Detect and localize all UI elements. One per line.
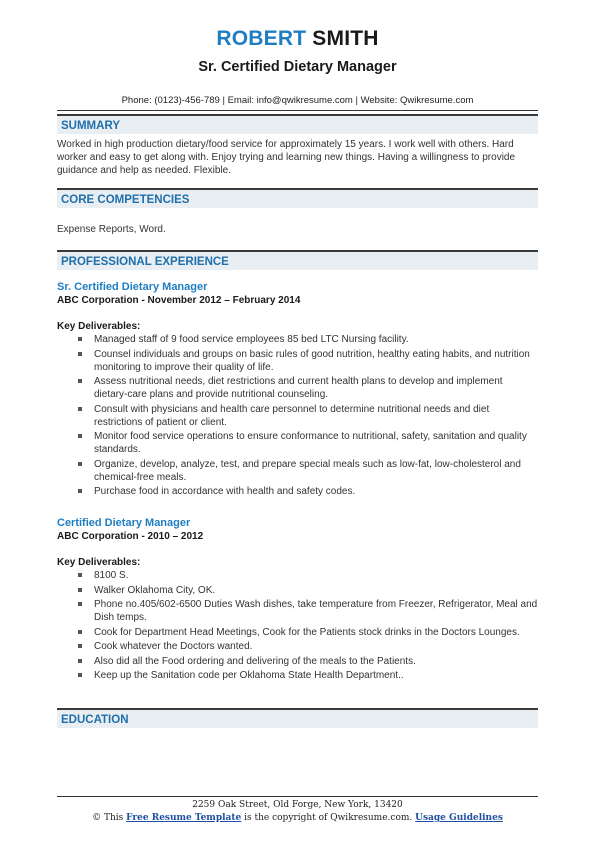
list-item: Cook whatever the Doctors wanted.	[57, 640, 538, 653]
job-title: Certified Dietary Manager	[57, 517, 191, 529]
list-item: Counsel individuals and groups on basic rules of good nutrition, healthy eating habits, and nutrition monitoring to improve their quality of life.	[57, 348, 538, 374]
footer-copyright	[0, 812, 595, 825]
deliverables-list	[57, 333, 538, 498]
section-heading: CORE COMPETENCIES	[61, 194, 190, 206]
first-name: ROBERT	[216, 27, 307, 50]
core-text: Expense Reports, Word.	[57, 224, 166, 235]
bullet-icon	[78, 489, 82, 493]
contact-line: Phone: (0123)-456-789 | Email: info@qwikresume.com | Website: Qwikresume.com	[121, 95, 474, 106]
candidate-name	[0, 26, 595, 52]
resume-header	[0, 0, 595, 107]
list-item: 8100 S.	[57, 569, 538, 582]
section-heading: PROFESSIONAL EXPERIENCE	[61, 256, 229, 268]
last-name: SMITH	[312, 27, 379, 50]
job-company-dates: ABC Corporation - November 2012 – February 2014	[57, 295, 301, 306]
bullet-icon	[78, 588, 82, 592]
section-education	[57, 708, 538, 728]
summary-text: Worked in high production dietary/food service for approximately 15 years. I work well with others. Hard worker and easy to get along with. Enjoy trying and learning new things. Having a willingness to provide guidance and help as needed. Flexible.	[57, 139, 516, 176]
section-core-competencies	[57, 188, 538, 208]
section-professional-experience	[57, 250, 538, 270]
free-resume-template-link[interactable]: Free Resume Template	[126, 813, 242, 823]
section-summary	[57, 114, 538, 134]
job-entry	[57, 516, 538, 682]
bullet-icon	[78, 659, 82, 663]
key-deliverables-label: Key Deliverables:	[57, 321, 141, 332]
job-entry	[57, 280, 538, 498]
copyright-prefix: © This	[92, 813, 124, 823]
bullet-icon	[78, 352, 82, 356]
job-title: Sr. Certified Dietary Manager	[57, 281, 208, 293]
key-deliverables-label: Key Deliverables:	[57, 557, 141, 568]
bullet-icon	[78, 379, 82, 383]
bullet-icon	[78, 434, 82, 438]
list-item: Assess nutritional needs, diet restrictions and current health plans to develop and implement dietary-care plans and provide nutritional counseling.	[57, 375, 538, 401]
list-item: Consult with physicians and health care personnel to determine nutritional needs and diet restrictions of patient or client.	[57, 403, 538, 429]
usage-guidelines-link[interactable]: Usage Guidelines	[415, 813, 503, 823]
list-item: Monitor food service operations to ensure conformance to nutritional, safety, sanitation and quality standards.	[57, 430, 538, 456]
summary-content	[57, 138, 538, 177]
deliverables-list	[57, 569, 538, 682]
list-item: Phone no.405/602-6500 Duties Wash dishes, take temperature from Freezer, Refrigerator, Meal and Dish temps.	[57, 598, 538, 624]
bullet-icon	[78, 462, 82, 466]
list-item: Also did all the Food ordering and delivering of the meals to the Patients.	[57, 655, 538, 668]
list-item: Managed staff of 9 food service employees 85 bed LTC Nursing facility.	[57, 333, 538, 346]
bullet-icon	[78, 644, 82, 648]
core-content	[57, 223, 538, 236]
footer-divider	[57, 796, 538, 797]
bullet-icon	[78, 407, 82, 411]
candidate-title: Sr. Certified Dietary Manager	[198, 59, 397, 75]
footer-address: 2259 Oak Street, Old Forge, New York, 13420	[192, 800, 403, 810]
list-item: Organize, develop, analyze, test, and prepare special meals such as low-fat, low-cholesterol and chemical-free meals.	[57, 458, 538, 484]
list-item: Purchase food in accordance with health and safety codes.	[57, 485, 538, 498]
list-item: Cook for Department Head Meetings, Cook for the Patients stock drinks in the Doctors Lounges.	[57, 626, 538, 639]
bullet-icon	[78, 602, 82, 606]
page-footer	[0, 796, 595, 825]
list-item: Walker Oklahoma City, OK.	[57, 584, 538, 597]
bullet-icon	[78, 630, 82, 634]
section-heading: SUMMARY	[61, 120, 120, 132]
bullet-icon	[78, 337, 82, 341]
section-heading: EDUCATION	[61, 713, 129, 726]
bullet-icon	[78, 573, 82, 577]
job-company-dates: ABC Corporation - 2010 – 2012	[57, 531, 204, 542]
list-item: Keep up the Sanitation code per Oklahoma State Health Department..	[57, 669, 538, 682]
copyright-middle: is the copyright of Qwikresume.com.	[244, 813, 413, 823]
bullet-icon	[78, 673, 82, 677]
